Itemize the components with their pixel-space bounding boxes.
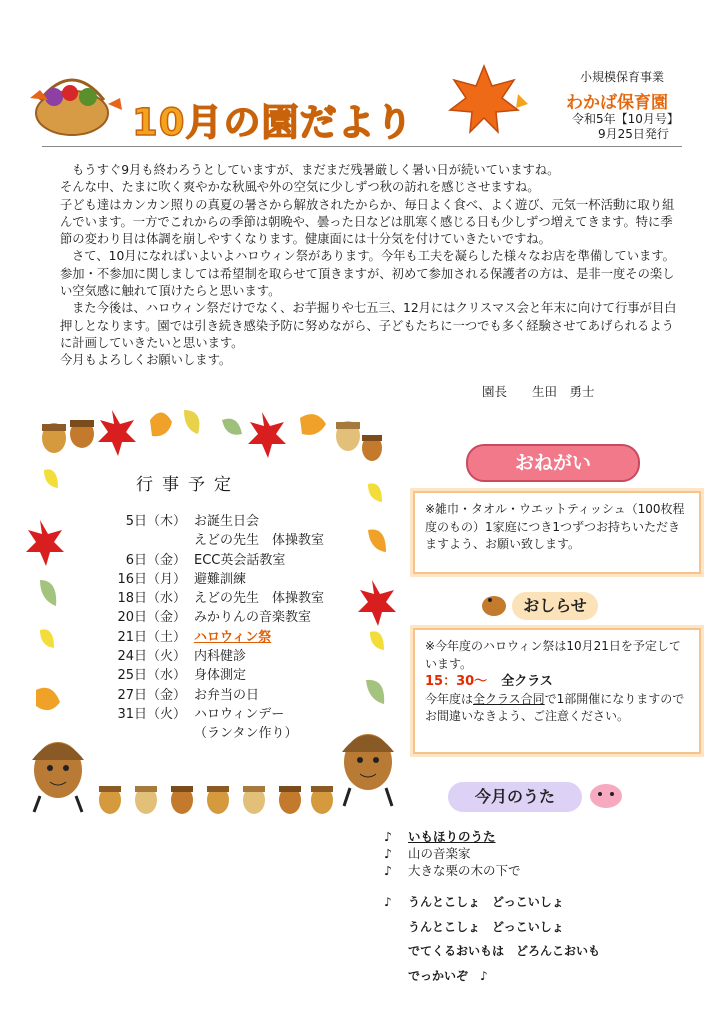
fruit-basket-icon [30, 80, 122, 135]
song-title: いもほりのうた [408, 829, 496, 844]
event-name: （ランタン作り） [194, 726, 298, 742]
song-title: 山の音楽家 [408, 846, 471, 861]
event-row [100, 647, 324, 666]
song-title: 大きな栗の木の下で [408, 863, 521, 878]
event-date: 27日（金） [117, 687, 186, 703]
event-row [100, 531, 324, 550]
oshirase-heading: おしらせ [512, 592, 598, 620]
event-date: 20日（金） [117, 610, 186, 626]
intro-paragraph: また今後は、ハロウィン祭だけでなく、お芋掘りや七五三、12月にはクリスマス会と年末に向けて行事が目白押しとなります。園では引き続き感染予防に努めながら、子どもたちに一つでも多く経験させてあげられるように計画していきたいと思います。 [60, 301, 677, 350]
lyric-text: うんとこしょ どっこいしょ [408, 919, 564, 934]
onegai-box [413, 491, 701, 574]
acorn-row [99, 786, 333, 814]
intro-paragraph: 子ども達はカンカン照りの真夏の暑さから解放されたからか、毎日よく食べ、よく遊び、元気一杯活動に取り組んでいます。一方でこれからの季節は朝晩や、曇った日などは肌寒く感じる日も少しずつ増えてきます。特に季節の変わり目は体調を崩しやすくなります。健康面には十分気を付けていきたいですね。 [60, 197, 675, 247]
oshirase-text: 今年度は [425, 691, 474, 706]
event-date: 24日（火） [117, 649, 186, 665]
music-note-icon: ♪ [384, 895, 392, 909]
event-date: 31日（火） [117, 706, 186, 722]
event-date: 6日（金） [125, 552, 186, 568]
intro-text [60, 162, 682, 370]
lyric-text: でてくるおいもは どろんこおいも [408, 944, 601, 958]
school-name: わかば保育園 [566, 93, 668, 113]
music-note-icon: ♪ [384, 846, 392, 861]
maple-leaf-icon [450, 66, 528, 132]
song-item [384, 862, 521, 879]
oshirase-line [425, 691, 689, 726]
principal-signature: 園長 生田 勇士 [482, 384, 595, 399]
song-item [384, 828, 521, 845]
mouse-icon [590, 784, 622, 808]
intro-paragraph: そんな中、たまに吹く爽やかな秋風や外の空気に少しずつ秋の訪れを感じさせますね。 [60, 180, 540, 195]
squirrel-icon [482, 596, 506, 616]
event-date: 18日（水） [117, 591, 186, 607]
onegai-heading: おねがい [466, 444, 640, 482]
header-divider [42, 146, 682, 147]
event-row [100, 551, 324, 570]
event-row [100, 666, 324, 685]
oshirase-line: ※今年度のハロウィン祭は10月21日を予定しています。 [425, 639, 681, 671]
event-name: えどの先生 体操教室 [194, 591, 325, 607]
lyric-text: でっかいぞ ♪ [408, 968, 488, 983]
lyric-text: うんとこしょ どっこいしょ [408, 895, 564, 909]
event-name: ECC英会話教室 [194, 552, 286, 568]
song-list [384, 828, 521, 879]
event-name: えどの先生 体操教室 [194, 533, 325, 549]
lyric-line [384, 964, 600, 989]
event-name: ハロウィン祭 [194, 629, 272, 645]
event-row [100, 724, 324, 743]
event-row [100, 589, 324, 608]
event-date: 25日（水） [117, 668, 186, 684]
music-note-icon: ♪ [384, 863, 392, 878]
event-name: 避難訓練 [194, 571, 247, 587]
event-name: ハロウィンデー [194, 706, 285, 722]
lyrics [384, 890, 600, 988]
event-date: 16日（月） [117, 571, 186, 587]
event-name: 身体測定 [194, 668, 247, 684]
event-name: お誕生日会 [194, 514, 260, 529]
event-name: みかりんの音楽教室 [194, 610, 312, 626]
song-item [384, 845, 521, 862]
event-row [100, 608, 324, 627]
event-class: 全クラス [501, 674, 553, 689]
intro-paragraph: 今月もよろしくお願いします。 [60, 353, 232, 368]
uta-heading: 今月のうた [448, 782, 582, 812]
issue-label: 令和5年【10月号】 [572, 112, 679, 126]
events-list [100, 512, 324, 744]
intro-paragraph: さて、10月になればいよいよハロウィン祭があります。今年も工夫を凝らした様々なお店を準備しています。 参加・不参加に関しましては希望制を取らせて頂きますが、初めて参加される保護者の方は、是非一度その楽しい空気感に触れて頂けたらと思います。 [60, 249, 682, 299]
acorn-character-icon [342, 734, 394, 806]
event-date: 5日（木） [125, 514, 186, 529]
publish-date: 9月25日発行 [598, 127, 669, 141]
event-row [100, 686, 324, 705]
oshirase-underlined: 全クラス合同 [473, 691, 545, 706]
event-date: 21日（土） [117, 629, 186, 645]
event-time-row [425, 673, 689, 691]
oshirase-box [413, 628, 701, 754]
organization-label: 小規模保育事業 [580, 70, 665, 84]
lyric-line [384, 890, 600, 915]
acorn-character-icon [32, 742, 84, 812]
event-row [100, 628, 324, 647]
intro-paragraph: もうすぐ9月も終わろうとしていますが、まだまだ残暑厳しく暑い日が続いていますね。 [72, 163, 560, 177]
lyric-line [384, 915, 600, 940]
page-title: 10月の園だより [132, 101, 414, 144]
lyric-line [384, 939, 600, 964]
oshirase-text: で1部開催になりますのでお間違いなきよう、ご注意ください。 [425, 691, 685, 723]
event-row [100, 705, 324, 724]
event-name: お弁当の日 [194, 687, 260, 703]
events-title: 行事予定 [136, 475, 240, 495]
event-row [100, 512, 324, 531]
onegai-text: ※雑巾・タオル・ウエットティッシュ（100枚程度のもの）1家庭につき1つずつお持ちいただきますよう、お願い致します。 [425, 502, 685, 551]
event-time: 15：30～ [425, 674, 488, 689]
music-note-icon: ♪ [384, 829, 392, 844]
event-name: 内科健診 [194, 649, 247, 665]
event-row [100, 570, 324, 589]
